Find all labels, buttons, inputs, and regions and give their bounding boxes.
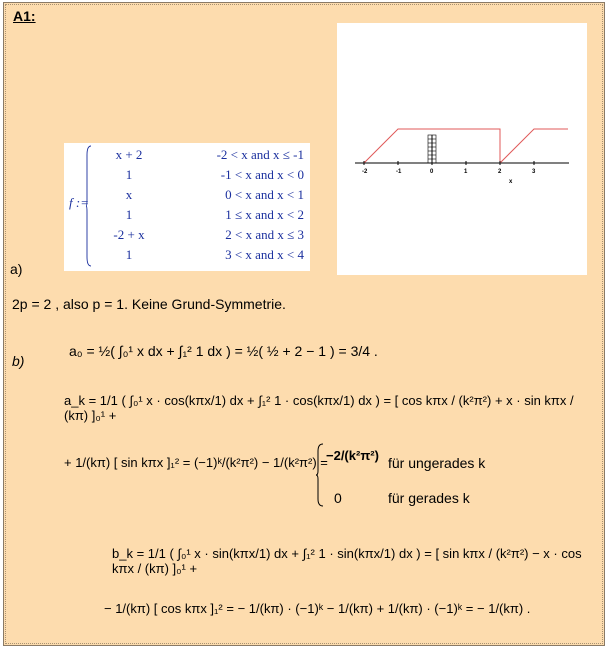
worksheet-frame xyxy=(3,2,605,646)
exercise-title: A1: xyxy=(13,8,36,24)
x-tick-label: 3 xyxy=(532,169,536,175)
row-condition: 2 < x and x ≤ 3 xyxy=(225,227,304,242)
x-tick-label: 2 xyxy=(498,169,502,175)
ak-case-2-text: für gerades k xyxy=(388,490,470,506)
x-axis-label: x xyxy=(509,179,513,185)
row-expression: 1 xyxy=(125,167,133,182)
ak-equation xyxy=(64,393,600,423)
row-condition: -1 < x and x < 0 xyxy=(220,167,304,182)
a0-equation xyxy=(69,343,378,359)
ak2-text: + 1/(kπ) [ sin kπx ]₁² = (−1)ᵏ/(k²π²) − 1/(k²π²) = xyxy=(64,455,328,470)
a0-text: a₀ = ½( ∫₀¹ x dx + ∫₁² 1 dx ) = ½( ½ + 2 − 1 ) = 3/4 . xyxy=(69,343,378,359)
row-condition: -2 < x and x ≤ -1 xyxy=(216,147,304,162)
bk-equation xyxy=(112,546,600,576)
definition-row xyxy=(94,147,304,164)
definition-row xyxy=(94,187,304,204)
part-a-text: 2p = 2 , also p = 1. Keine Grund-Symmetrie. xyxy=(12,296,286,312)
case-brace-icon xyxy=(316,443,324,507)
x-tick-label: 0 xyxy=(430,169,434,175)
ak-case-1-text: für ungerades k xyxy=(388,455,486,471)
ak-text: a_k = 1/1 ( ∫₀¹ x · cos(kπx/1) dx + ∫₁² 1 · cos(kπx/1) dx ) = [ cos kπx / (k²π²) + x · sin kπx / (kπ) ]₀¹ + xyxy=(64,393,574,423)
piecewise-definition xyxy=(64,143,310,271)
left-brace-icon xyxy=(86,145,92,267)
ak-case-1-value: −2/(k²π²) xyxy=(326,448,379,463)
x-tick-label: -1 xyxy=(396,169,402,175)
definition-row xyxy=(94,227,304,244)
ak-equation-continued xyxy=(64,455,328,470)
row-expression: 1 xyxy=(125,247,133,262)
row-condition: 3 < x and x < 4 xyxy=(225,247,304,262)
row-expression: -2 + x xyxy=(113,227,145,242)
definition-row xyxy=(94,167,304,184)
row-expression: x xyxy=(125,187,133,202)
definition-row xyxy=(94,207,304,224)
bk2-text: − 1/(kπ) [ cos kπx ]₁² = − 1/(kπ) · (−1)ᵏ − 1/(kπ) + 1/(kπ) · (−1)ᵏ = − 1/(kπ) . xyxy=(104,601,531,616)
row-condition: 0 < x and x < 1 xyxy=(225,187,304,202)
plot-canvas xyxy=(337,23,587,275)
row-expression: x + 2 xyxy=(115,147,143,162)
row-condition: 1 ≤ x and x < 2 xyxy=(225,207,304,222)
definition-row xyxy=(94,247,304,264)
function-curve xyxy=(364,129,568,163)
row-expression: 1 xyxy=(125,207,133,222)
part-a-label: a) xyxy=(10,261,23,277)
part-b-label: b) xyxy=(12,353,25,369)
x-tick-label: 1 xyxy=(464,169,468,175)
x-tick-label: -2 xyxy=(362,169,368,175)
function-plot xyxy=(337,23,587,275)
function-label: f := xyxy=(69,195,89,210)
bk-text: b_k = 1/1 ( ∫₀¹ x · sin(kπx/1) dx + ∫₁² 1 · sin(kπx/1) dx ) = [ sin kπx / (k²π²) − x · cos kπx / (kπ) ]₀¹ + xyxy=(112,546,582,576)
ak-case-2-value: 0 xyxy=(334,490,342,506)
bk-equation-continued xyxy=(104,601,530,616)
